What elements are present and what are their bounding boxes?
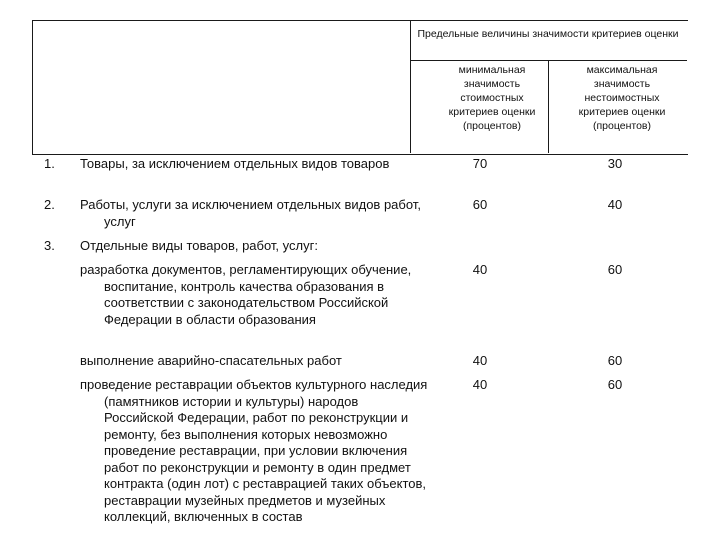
row-min-value: 70	[472, 156, 488, 171]
row-description: Работы, услуги за исключением отдельных видов работ, услуг	[80, 197, 421, 229]
subrow-max-value: 60	[607, 262, 623, 277]
row-number: 1.	[44, 156, 55, 171]
header-divider-middle	[548, 60, 549, 153]
subrow-min-value: 40	[472, 353, 488, 368]
row-min-value: 60	[472, 197, 488, 212]
subrow-min-value: 40	[472, 262, 488, 277]
subrow-description: проведение реставрации объектов культурного наследия (памятников истории и культуры) народов Российской Федерации, работ по реконструкции и ремонту, без выполнения которых невозможно проведение реставрации, при условии включения работ по реконструкции и ремонту в один предмет контракта (один лот) с реставрацией таких объектов, реставрации музейных предметов и музейных коллекций, включенных в состав	[80, 377, 428, 524]
header-col-min: минимальная значимость стоимостных критериев оценки (процентов)	[448, 64, 536, 132]
row-max-value: 40	[607, 197, 623, 212]
subrow-description: разработка документов, регламентирующих обучение, воспитание, контроль качества образования в соответствии с законодательством Российской Федерации в области образования	[80, 262, 412, 327]
header-col-max: максимальная значимость нестоимостных критериев оценки (процентов)	[578, 64, 666, 132]
subrow-min-value: 40	[472, 377, 488, 392]
row-description: Отдельные виды товаров, работ, услуг:	[80, 238, 318, 253]
row-max-value: 30	[607, 156, 623, 171]
row-number: 2.	[44, 197, 55, 212]
row-description: Товары, за исключением отдельных видов товаров	[80, 156, 390, 171]
row-number: 3.	[44, 238, 55, 253]
subrow-description: выполнение аварийно-спасательных работ	[80, 353, 342, 368]
subrow-max-value: 60	[607, 353, 623, 368]
subrow-max-value: 60	[607, 377, 623, 392]
header-group-title: Предельные величины значимости критериев оценки	[417, 28, 679, 40]
header-divider-horizontal	[410, 60, 687, 61]
header-divider-left	[410, 20, 411, 153]
